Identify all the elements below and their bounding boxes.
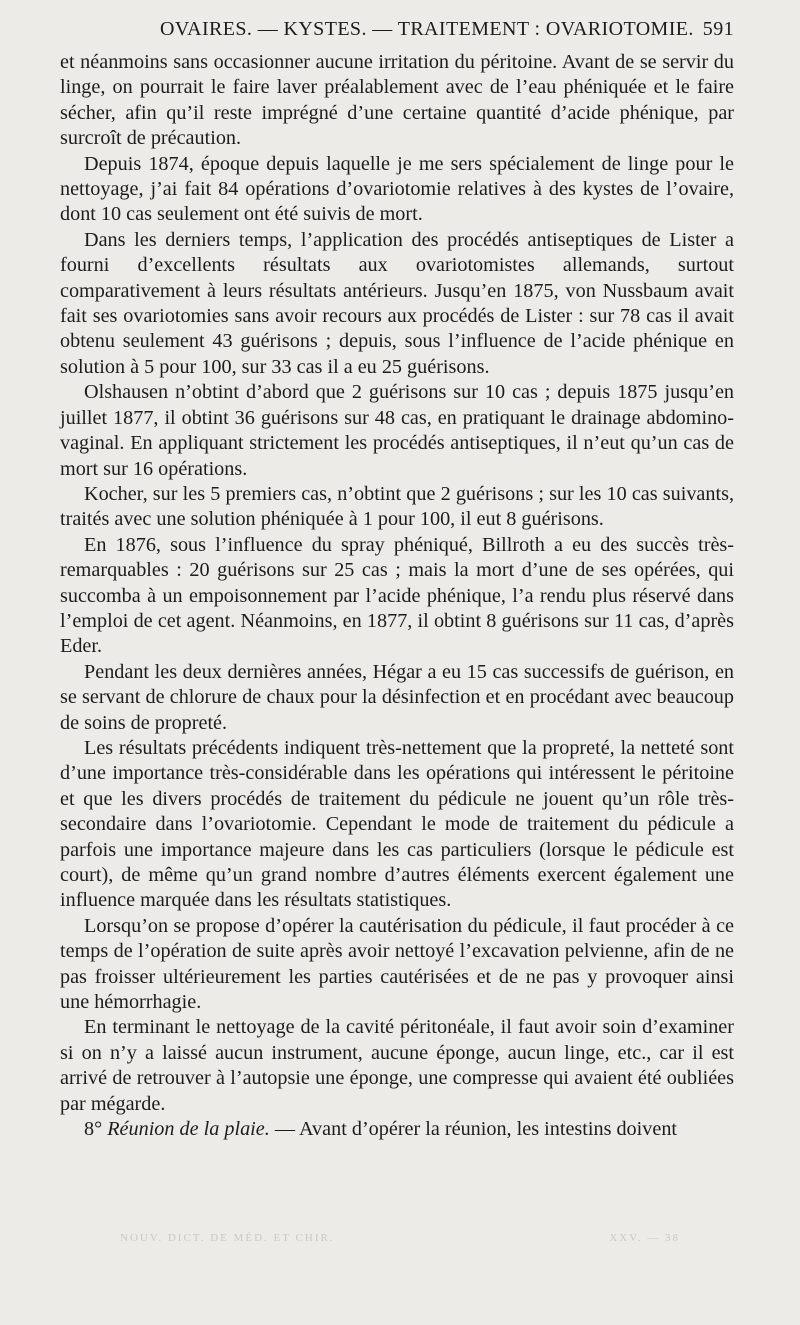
- page-number: 591: [702, 18, 734, 40]
- section-number: 8°: [84, 1118, 103, 1141]
- footer-volume: XXV. — 38: [609, 1232, 680, 1244]
- paragraph-1: et néanmoins sans occasionner aucune irritation du péritoine. Avant de se servir du linge, on pourrait le faire laver préalablement avec de l’eau phéniquée et le faire sécher, afin qu’il reste imprégné d’une certaine quantité d’acide phénique, par surcroît de précaution.: [60, 51, 734, 150]
- paragraph-4: Olshausen n’obtint d’abord que 2 guérisons sur 10 cas ; depuis 1875 jusqu’en juillet 1877, il obtint 36 guérisons sur 48 cas, en pratiquant le drainage abdomino-vaginal. En appliquant strictement les procédés antiseptiques, il n’eut qu’un cas de mort sur 16 opérations.: [60, 381, 734, 480]
- running-head: OVAIRES. — KYSTES. — TRAITEMENT : OVARIOTOMIE.: [160, 18, 694, 40]
- paragraph-2: Depuis 1874, époque depuis laquelle je me sers spécialement de linge pour le nettoyage, j’ai fait 84 opérations d’ovariotomie relatives à des kystes de l’ovaire, dont 10 cas seulement ont été suivis de mort.: [60, 152, 734, 226]
- paragraph-10: En terminant le nettoyage de la cavité péritonéale, il faut avoir soin d’examiner si on n’y a laissé aucun instrument, aucune éponge, aucun linge, etc., car il est arrivé de retrouver à l’autopsie une éponge, une compresse qui avaient été oubliées par mégarde.: [60, 1016, 734, 1115]
- section-title: Réunion de la plaie.: [107, 1118, 270, 1141]
- footer-signature: NOUV. DICT. DE MÉD. ET CHIR.: [120, 1232, 335, 1244]
- section-text: — Avant d’opérer la réunion, les intestins doivent: [274, 1118, 678, 1141]
- paragraph-7: Pendant les deux dernières années, Hégar a eu 15 cas successifs de guérison, en se servant de chlorure de chaux pour la désinfection et en procédant avec beaucoup de soins de propreté.: [60, 660, 734, 734]
- paragraph-3: Dans les derniers temps, l’application des procédés antiseptiques de Lister a fourni d’excellents résultats aux ovariotomistes allemands, surtout comparativement à leurs résultats antérieurs. Jusqu’en 1875, von Nussbaum avait fait ses ovariotomies sans avoir recours aux procédés de Lister : sur 78 cas il avait obtenu seulement 43 guérisons ; depuis, sous l’influence de l’acide phénique en solution à 5 pour 100, sur 33 cas il a eu 25 guérisons.: [60, 228, 734, 378]
- paragraph-6: En 1876, sous l’influence du spray phéniqué, Billroth a eu des succès très-remarquables : 20 guérisons sur 25 cas ; mais la mort d’une de ses opérées, qui succomba à un empoisonnement par l’acide phénique, l’a rendu plus réservé dans l’emploi de cet agent. Néanmoins, en 1877, il obtint 8 guérisons sur 11 cas, d’après Eder.: [60, 533, 734, 658]
- paragraph-9: Lorsqu’on se propose d’opérer la cautérisation du pédicule, il faut procéder à ce temps de l’opération de suite après avoir nettoyé l’excavation pelvienne, afin de ne pas froisser ultérieurement les parties cautérisées et de ne pas y provoquer ainsi une hémorrhagie.: [60, 914, 734, 1014]
- paragraph-5: Kocher, sur les 5 premiers cas, n’obtint que 2 guérisons ; sur les 10 cas suivants, traités avec une solution phéniquée à 1 pour 100, il eut 8 guérisons.: [60, 482, 734, 531]
- page-footer: [120, 1232, 680, 1244]
- paragraph-8: Les résultats précédents indiquent très-nettement que la propreté, la netteté sont d’une importance très-considérable dans les opérations qui intéressent le péritoine et que les divers procédés de traitement du pédicule ne jouent qu’un rôle très-secondaire dans l’ovariotomie. Cependant le mode de traitement du pédicule a parfois une importance majeure dans les cas particuliers (lorsque le pédicule est court), de même qu’un grand nombre d’autres éléments exercent également une influence marquée dans les résultats statistiques.: [60, 736, 734, 912]
- page-body: [60, 50, 734, 1142]
- page-header: [160, 18, 734, 46]
- paragraph-11: [60, 1117, 734, 1142]
